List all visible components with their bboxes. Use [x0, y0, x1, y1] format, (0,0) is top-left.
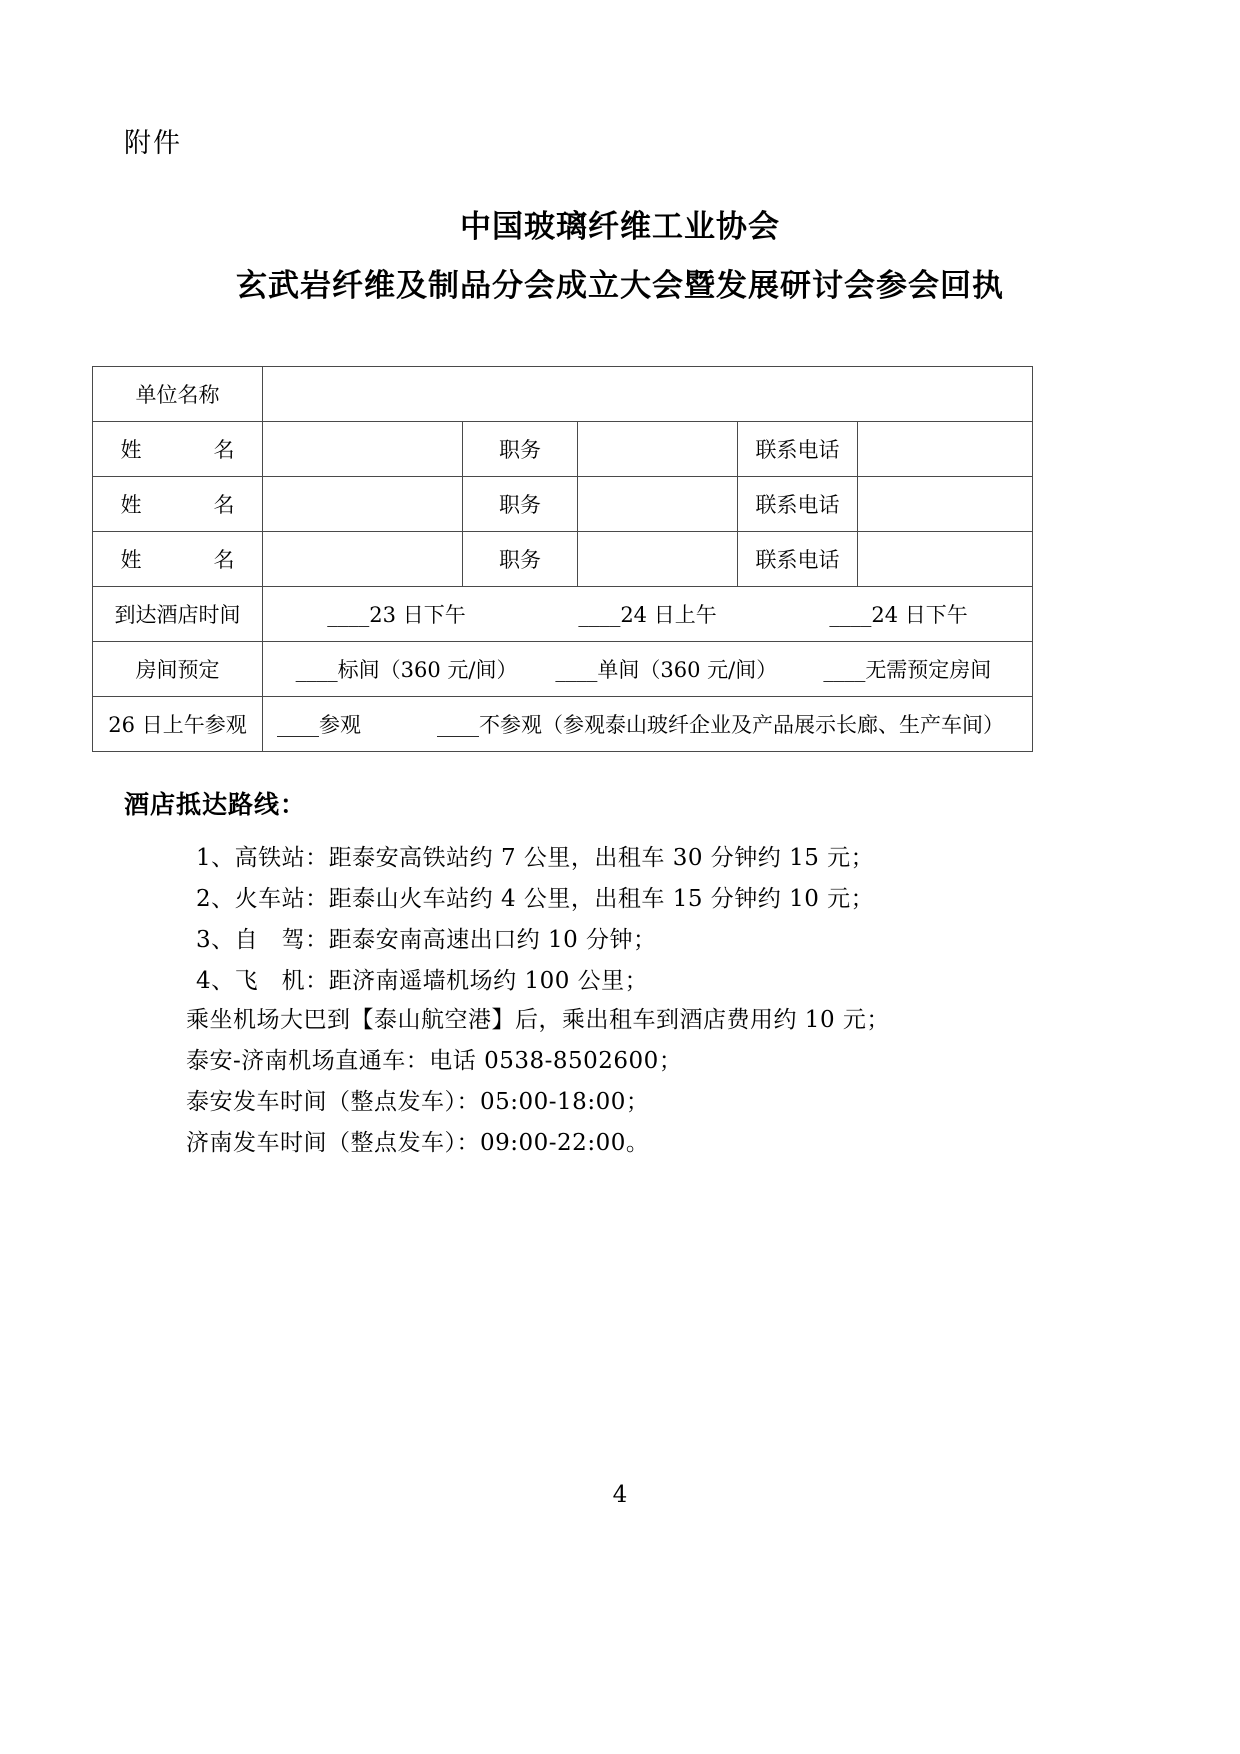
- title-line-2: 玄武岩纤维及制品分会成立大会暨发展研讨会参会回执: [236, 268, 1004, 304]
- name-input-1[interactable]: [263, 422, 463, 477]
- title-line-1: 中国玻璃纤维工业协会: [460, 209, 780, 245]
- name-input-3[interactable]: [263, 532, 463, 587]
- page-number: 4: [612, 1482, 628, 1508]
- attachment-label: 附件: [124, 128, 182, 159]
- route-note-taian-departure: 泰安发车时间（整点发车）：05:00-18:00；: [186, 1089, 650, 1115]
- arrival-option-24-am[interactable]: ____24 日上午: [578, 603, 717, 627]
- position-input-1[interactable]: [578, 422, 738, 477]
- phone-input-2[interactable]: [858, 477, 1033, 532]
- route-note-airport-bus: 乘坐机场大巴到【泰山航空港】后，乘出租车到酒店费用约 10 元；: [186, 1007, 890, 1033]
- route-extra-notes: [186, 1000, 1126, 1164]
- list-item: 2、火车站：距泰山火车站约 4 公里，出租车 15 分钟约 10 元；: [196, 886, 875, 912]
- position-input-2[interactable]: [578, 477, 738, 532]
- phone-input-3[interactable]: [858, 532, 1033, 587]
- list-item: 4、飞 机：距济南遥墙机场约 100 公里；: [196, 968, 649, 994]
- name-input-2[interactable]: [263, 477, 463, 532]
- phone-label-1: 联系电话: [738, 422, 858, 477]
- list-item: 3、自 驾：距泰安南高速出口约 10 分钟；: [196, 927, 657, 953]
- name-label-2: 姓 名: [93, 477, 263, 532]
- room-option-standard[interactable]: ____标间（360 元/间）: [295, 658, 518, 682]
- name-label-3: 姓 名: [93, 532, 263, 587]
- phone-label-3: 联系电话: [738, 532, 858, 587]
- room-booking-options: [263, 642, 1033, 697]
- arrival-time-options: [263, 587, 1033, 642]
- arrival-time-label: 到达酒店时间: [93, 587, 263, 642]
- table-row: [93, 697, 1033, 752]
- room-option-none[interactable]: ____无需预定房间: [823, 658, 992, 682]
- table-row: [93, 477, 1033, 532]
- position-input-3[interactable]: [578, 532, 738, 587]
- position-label-3: 职务: [463, 532, 578, 587]
- table-row: [93, 532, 1033, 587]
- unit-name-input[interactable]: [263, 367, 1033, 422]
- phone-input-1[interactable]: [858, 422, 1033, 477]
- position-label-1: 职务: [463, 422, 578, 477]
- position-label-2: 职务: [463, 477, 578, 532]
- table-row: [93, 642, 1033, 697]
- visit-options: [263, 697, 1033, 752]
- room-booking-label: 房间预定: [93, 642, 263, 697]
- unit-name-label: 单位名称: [93, 367, 263, 422]
- registration-form: [92, 366, 1032, 752]
- route-section-heading: 酒店抵达路线：: [124, 790, 307, 819]
- visit-option-no[interactable]: ____不参观（参观泰山玻纤企业及产品展示长廊、生产车间）: [437, 713, 1004, 737]
- visit-option-yes[interactable]: ____参观: [277, 713, 361, 737]
- route-note-shuttle-phone: 泰安-济南机场直通车：电话 0538-8502600；: [186, 1048, 683, 1074]
- table-row: [93, 367, 1033, 422]
- route-note-jinan-departure: 济南发车时间（整点发车）：09:00-22:00。: [186, 1130, 650, 1156]
- name-label-1: 姓 名: [93, 422, 263, 477]
- arrival-option-24-pm[interactable]: ____24 日下午: [829, 603, 968, 627]
- document-title-block: [0, 209, 1240, 304]
- visit-label: 26 日上午参观: [93, 697, 263, 752]
- list-item: 1、高铁站：距泰安高铁站约 7 公里，出租车 30 分钟约 15 元；: [196, 845, 875, 871]
- table-row: [93, 587, 1033, 642]
- room-option-single[interactable]: ____单间（360 元/间）: [555, 658, 778, 682]
- phone-label-2: 联系电话: [738, 477, 858, 532]
- table-row: [93, 422, 1033, 477]
- arrival-option-23-pm[interactable]: ____23 日下午: [327, 603, 466, 627]
- registration-table: [92, 366, 1033, 752]
- route-list: [196, 838, 1096, 1002]
